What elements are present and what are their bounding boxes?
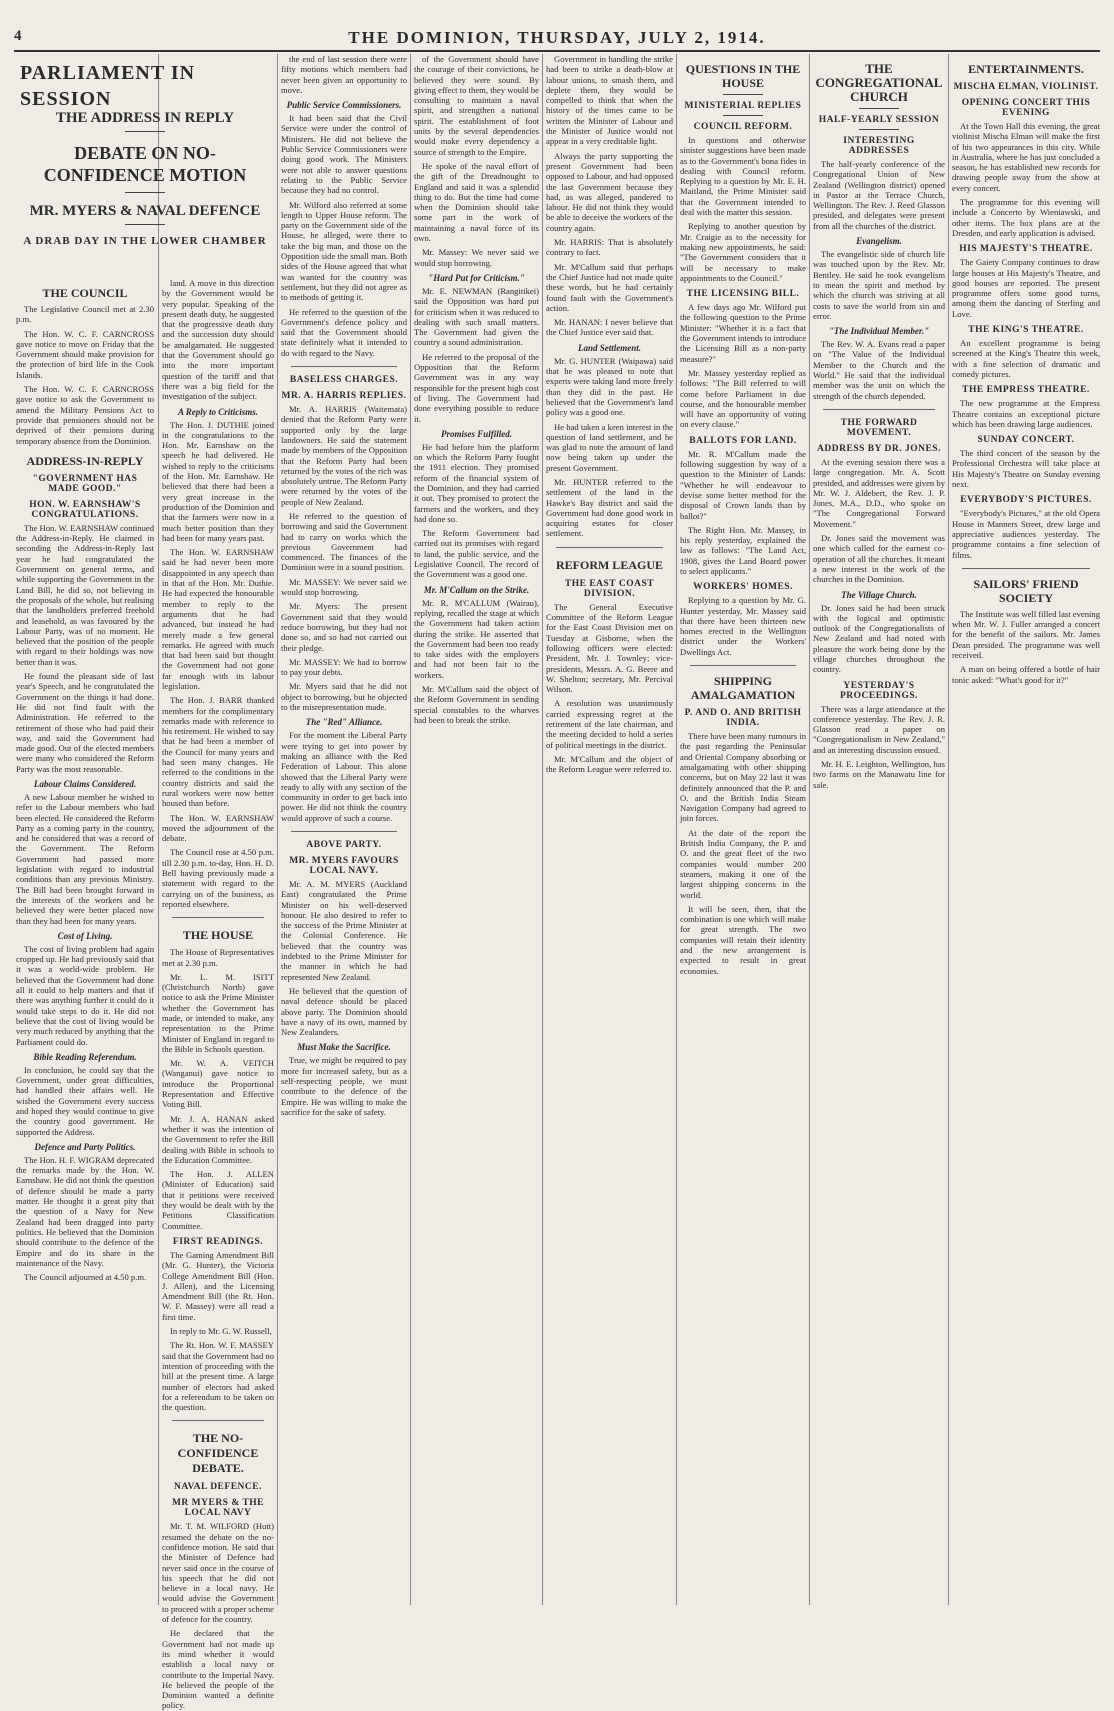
divider [291,366,397,367]
page-number: 4 [14,28,22,44]
paragraph: It had been said that the Civil Service were under the control of Ministers. He did not believe the Public Service Commissioners were doing good work. The Ministers were not able to answer questions relating to the Public Service because they had no control. [281,113,407,196]
section-subhead: Labour Claims Considered. [33,778,137,789]
paragraph: The Reform Government had carried out its promises with regard to land, the public service, and the Legislative Council. The record of the Government was a good one. [414,528,539,580]
address-in-reply-heading: ADDRESS-IN-REPLY [26,453,144,468]
paragraph: The Hon. W. EARNSHAW continued the Address-in-Reply. He claimed in seconding the Address-in-Reply last year he had congratulated the Government on general terms, and while supporting the Government in the Land Bill, he did so, not believing in the proposals of the whole, but realising that the landholders preferred freehold and leasehold, as was favoured by the Labour Party, was of no moment. He believed that the position of the people with regard to their holdings was now better than it was. [16,522,154,667]
paragraph: In reply to Mr. G. W. Russell, [170,1326,272,1337]
section-subhead: THE EMPRESS THEATRE. [962,385,1090,396]
paragraph: For the moment the Liberal Party were trying to get into power by making an alliance with the Red Federation of Labour. This alone showed that the Liberal Party were ready to ally with any section of the community in order to get back into power. He did not think the country would approve of such a course. [281,730,407,823]
section-subhead: A Reply to Criticisms. [177,406,258,417]
divider [172,1420,264,1421]
paragraph: Mr. Massey: We never said we would stop borrowing. [414,247,539,268]
paragraph: The Legislative Council met at 2.30 p.m. [16,304,154,325]
section-subhead: THE KING'S THEATRE. [968,325,1084,336]
paragraph: Mr. H. E. Leighton, Wellington, has two farms on the Manawatu line for sale. [813,759,945,790]
paragraph: He had taken a keen interest in the question of land settlement, and he was glad to note the amount of land now being taken up under the present Government. [546,421,673,473]
headline: PARLIAMENT IN SESSION [20,62,196,110]
paragraph: Mr. A. HARRIS (Waitemata) denied that the Reform Party were supported only by the large landowners. He said the statement made by members of the Opposition that the Reform Party had been returned by the votes of the rich was absolutely untrue. The Reform Party were returned by the votes of the people of New Zealand. [281,404,407,507]
section-subhead: HALF-YEARLY SESSION [818,115,940,125]
paragraph: True, we might be required to pay more for increased safety, but as a self-respecting people, we must contribute to the defence of the Empire. He was willing to make the sacrifice for the sake of safety. [281,1055,407,1117]
section-subhead: Land Settlement. [578,342,641,353]
paragraph: He referred to the question of borrowing and said the Government had to carry on works which the previous Government had commenced. The finances of the Dominion were in a sound position. [281,510,407,573]
section-subhead: INTERESTING ADDRESSES [843,136,915,156]
section-subhead: The "Red" Alliance. [305,717,383,728]
no-confidence-heading: THE NO-CONFIDENCE DEBATE. [177,1431,259,1476]
section-subhead: Mr. M'Callum on the Strike. [423,584,530,595]
congregational-heading: THE CONGREGATIONAL CHURCH [815,61,943,104]
paragraph: The Hon. J. BARR thanked members for the complimentary remarks made with reference to his retirement. He wished to say that he had been a member of the Council for many years and had seen many changes. He referred to the conditions in the country districts and said the rural workers were now better housed than before. [162,695,274,809]
paragraph: A few days ago Mr. Wilford put the following question to the Prime Minister: "Whether it is a fact that the Government intends to introduce the Licensing Bill as a non-party measure?" [680,302,807,364]
paragraph: Mr. T. M. WILFORD (Hutt) resumed the debate on the no-confidence motion. He said that the Minister of Defence had never said once in the course of his speech that he did not believe in a local navy. He would advise the Government to proceed with a proper scheme of defence for the country. [162,1521,274,1625]
column-rule [277,54,278,1605]
reform-league-heading: REFORM LEAGUE [555,557,663,572]
paragraph: A resolution was unanimously carried expressing regret at the retirement of the late chairman, and the meeting decided to hold a series of political meetings in the district. [546,698,673,750]
paragraph: The Gaming Amendment Bill (Mr. G. Hunter), the Victoria College Amendment Bill (Hon. J. Allen), and the Licensing Amendment Bill (the Rt. Hon. W. F. Massey) were all read a first time. [162,1249,274,1322]
paragraph: In conclusion, he could say that the Government, under great difficulties, had handled their affairs well. He wished the Government every success and hoped they would continue to give the country good government. He supported the Address. [16,1064,154,1137]
section-subhead: SUNDAY CONCERT. [977,435,1075,446]
paragraph: Mr. M'Callum and the object of the Reform League were referred to. [546,753,673,775]
sailors-friend-heading: SAILORS' FRIEND SOCIETY [973,576,1079,605]
paragraph: "Everybody's Pictures," at the old Opera House in Manners Street, drew large and appreciative audiences yesterday. The programme contains a fine selection of films. [952,508,1100,560]
paragraph: the end of last session there were fifty motions which members had never been given an opportunity to move. [281,54,407,95]
paragraph: He referred to the question of the Government's defence policy and said that the Government should state definitely what it intended to do with regard to the Navy. [281,306,407,358]
paragraph: A new Labour member he wished to refer to the Labour members who had been elected. He considered the Reform Party as a coming party in the country, and he considered that was a record of the Government. The Reform Government had passed more legislation with regard to industrial conditions than any previous Ministry. The Bill had been brought forward in the interests of the workers and he believed they were better placed now than they had been for many years. [16,791,154,926]
column-3 [281,54,407,1607]
column-6 [680,54,806,1607]
paragraph: Dr. Jones said the movement was one which called for the earnest co-operation of all the churches. It meant a new interest in the work of the churches in the Dominion. [813,533,945,585]
paragraph: It will be seen, then, that the combination is one which will make for great strength. The two companies will retain their identity and the new arrangement is expected to result in great economies. [680,903,806,976]
paragraph: In questions and otherwise sinister suggestions have been made as to the Government's bona fides in dealing with Council reform. Replying to a question by Mr. E. H. Maitland, the Prime Minister said that the Government intended to deal with the matter this session. [680,135,806,218]
paragraph: Replying to another question by Mr. Craigie as to the necessity for making new appointments, he said: "The Government considers that it will be necessary to make appointments to the Council." [680,221,806,283]
column-1-body [16,278,154,1607]
paragraph: The third concert of the season by the Professional Orchestra will take place at His Majesty's Theatre on Sunday evening next. [952,448,1100,490]
paragraph: Mr. HARRIS: That is absolutely contrary to fact. [546,237,673,258]
house-heading: THE HOUSE [182,928,254,943]
section-subhead: HIS MAJESTY'S THEATRE. [959,244,1093,255]
paragraph: Mr. Myers said that he did not object to borrowing, but he objected to the misrepresentation made. [281,681,407,713]
paragraph: Mr. R. M'Callum made the following suggestion by way of a question to the Minister of Lands: "Whether he will endeavour to devise some better method for the disposal of Crown lands than by ballot?" [680,448,806,521]
headline-decks [16,100,274,261]
section-subhead: Bible Reading Referendum. [33,1051,137,1062]
paragraph: Mr. Wilford also referred at some length to Upper House reform. The party on the Government side of the House, he alleged, were there to take the big man, and those on the Opposition side the small man. Both sides of the House agreed that what was wanted for the country was settlement, but they did not agree as to methods of getting it. [281,199,407,303]
deck-no-confidence: DEBATE ON NO-CONFIDENCE MOTION [43,143,247,185]
divider [125,131,165,132]
section-subhead: Must Make the Sacrifice. [297,1042,391,1053]
divider [291,831,397,832]
paragraph: He declared that the Government had not made up its mind whether it would establish a local navy or contribute to the Imperial Navy. He believed the people of the Dominion wanted a definite policy. [162,1628,274,1711]
column-2 [162,278,274,1711]
column-rule [158,54,159,1605]
paragraph: The Hon. H. F. WIGRAM deprecated the remarks made by the Hon. W. Earnshaw. He did not think the question of defence should be made a party matter. He thought it a great pity that the question of a Navy for New Zealand had been dragged into party politics. He believed that the Dominion should contribute to the defence of the Empire and do its share in the maintenance of the Navy. [16,1154,154,1268]
section-subhead: FIRST READINGS. [172,1236,264,1247]
section-subhead: THE LICENSING BILL. [686,289,800,300]
column-rule [948,54,949,1605]
section-subhead: "The Individual Member." [828,326,930,337]
paragraph: The Hon. W. EARNSHAW said he had never been more disappointed in any speech than in that of the Hon. Mr. Duthie. He had expected the honourable member to reply to the arguments that he had advanced, but instead he had merely made a few general remarks. He agreed with much that had been said but thought the Government had not gone far enough with its labour legislation. [162,547,274,691]
section-subhead: MR MYERS & THE LOCAL NAVY [171,1498,265,1519]
paragraph: He spoke of the naval effort of the gift of the Dreadnought to England and said it was a splendid thing to do. But the time had come when the Dominion should take some part in the work of maintaining a naval force of its own. [414,160,539,244]
paragraph: Mr. G. HUNTER (Waipawa) said that he was pleased to note that experts were taking land more freely than they did in the past. He believed that the Government's land policy was a good one. [546,355,673,418]
paragraph: An excellent programme is being screened at the King's Theatre this week, with a fine selection of dramatic and comedy pictures. [952,338,1100,379]
shipping-heading: SHIPPING AMALGAMATION [690,674,796,703]
divider [556,547,663,548]
paragraph: Always the party supporting the present Government had been opposed to Labour, and had opposed the last Government because they had, as was alleged, pandered to labour. He did not think they would be able to deceive the workers of the country again. [546,150,673,233]
paragraph: Mr. J. A. HANAN asked whether it was the intention of the Government to refer the Bill dealing with Bible in schools to the Education Committee. [162,1113,274,1165]
entertainments-heading: ENTERTAINMENTS. [968,62,1084,76]
column-5 [546,54,673,1607]
section-subhead: ADDRESS BY DR. JONES. [817,443,941,454]
paragraph: Mr. R. M'CALLUM (Wairau), replying, recalled the stage at which the Government had taken action during the strike. He asserted that the Government had been too ready to take sides with the employers and had not been fair to the workers. [414,597,539,680]
column-8 [952,54,1100,1607]
section-subhead: EVERYBODY'S PICTURES. [960,495,1092,506]
paragraph: land. A move in this direction by the Government would be very popular. Speaking of the present death duty, he suggested that the progressive death duty and the succession duty should be amalgamated. He suggested that the Government should go into the more important question of the tariff and that there was a big field for the investigation of the subject. [162,278,274,402]
section-subhead: THE EAST COAST DIVISION. [564,578,655,599]
paragraph: Government in handling the strike had been to strike a death-blow at labour unions, to smash them, and deplete them, they would be compelled to think that when the history of the times came to be written the Minister of Labour and the Minister of Justice would not appear in a very creditable light. [546,54,673,147]
paragraph: At the evening session there was a large congregation. Mr. A. Scott presided, and addresses were given by Mr. W. J. Aldebert, the Rev. J. P. Jones, M.A., D.D., who spoke on "The Congregational Forward Movement." [813,456,945,529]
section-subhead: P. AND O. AND BRITISH INDIA. [684,708,802,729]
paragraph: He had before him the platform on which the Reform Party fought the 1911 election. They promised reform of the financial system of the Dominion, and they had carried it out. They promised to protect the farmers and the workers, and they had done so. [414,441,539,524]
paragraph: Replying to a question by Mr. G. Hunter yesterday, Mr. Massey said that there have been thirteen new homes erected in the Wellington district under the Workers' Dwellings Act. [680,595,806,657]
section-subhead: YESTERDAY'S PROCEEDINGS. [839,680,919,701]
paragraph: Mr. A. M. MYERS (Auckland East) congratulated the Prime Minister on his well-deserved honour. He also desired to refer to the success of the Prime Minister at the Colonial Conference. He believed that the country was indebted to the Prime Minister for the manner in which he had represented New Zealand. [281,879,407,982]
column-7 [813,54,945,1607]
above-party-heading: ABOVE PARTY. [306,840,382,850]
section-subhead: MR. MYERS FAVOURS LOCAL NAVY. [289,856,399,876]
paragraph: He believed that the question of naval defence should be placed above party. The Dominion should have a navy of its own, manned by New Zealanders. [281,985,407,1038]
section-subhead: The Village Church. [841,589,917,600]
section-subhead: HON. W. EARNSHAW'S CONGRATULATIONS. [29,499,141,520]
paragraph: The Rev. W. A. Evans read a paper on "The Value of the Individual Member to the Church and the World." He said that the individual member was the unit on which the strength of the church depended. [813,339,945,401]
paragraph: Mr. E. NEWMAN (Rangitikei) said the Opposition was hard put for criticism when it was reduced to dealing with such small matters. The Government had given the country a sound administration. [414,285,539,348]
divider [690,665,796,666]
section-subhead: "Hard Put for Criticism." [428,272,525,283]
paragraph: The Gaiety Company continues to draw large houses at His Majesty's Theatre, and good houses are reported. The present programme offers some good turns, among them the dancing of Sterling and Love. [952,257,1100,319]
paragraph: A man on being offered a bottle of hair tonic asked: "What's good for it?" [952,664,1100,685]
paragraph: The new programme at the Empress Theatre contains an exceptional picture which has been drawing large audiences. [952,398,1100,429]
section-subhead: "GOVERNMENT HAS MADE GOOD." [32,473,138,494]
section-subhead: MR. A. HARRIS REPLIES. [281,391,407,402]
section-subhead: OPENING CONCERT THIS EVENING [961,98,1091,118]
section-subhead: Defence and Party Politics. [34,1141,136,1152]
paragraph: The cost of living problem had again cropped up. He had previously said that it was a world-wide problem. He believed that the Government had done all it could to help matters and that if there was anything further it could do it would take steps to do it. He did not believe that the cost of living would be very much reduced by anything that the Parliament could do. [16,943,154,1047]
paragraph: The Hon. W. C. F. CARNCROSS gave notice to move on Friday that the Government should make provision for the protection of bird life in the Cook Islands. [16,328,154,380]
section-subhead: BALLOTS FOR LAND. [689,435,797,446]
divider [823,409,935,410]
column-rule [809,54,810,1605]
paragraph: The Hon. W. EARNSHAW moved the adjournment of the debate. [162,812,274,844]
paragraph: At the Town Hall this evening, the great violinist Mischa Elman will make the first of his two appearances in this city. While in Australia, where he has just concluded a season, he has established new records for drawing people away from the show at every concert. [952,121,1100,193]
council-heading: THE COUNCIL [42,286,128,300]
paragraph: The Hon. W. C. F. CARNCROSS gave notice to ask the Government to amend the Military Pensions Act to provide that pensioners should not be deprived of their pensions during temporary absence from the Dominion. [16,384,154,446]
deck-address-in-reply: THE ADDRESS IN REPLY [55,110,235,126]
paragraph: Mr. W. A. VEITCH (Wanganui) gave notice to introduce the Proportional Representation and Effective Voting Bill. [162,1058,274,1110]
divider [859,108,899,109]
section-subhead: COUNCIL REFORM. [693,122,793,132]
paragraph: The House of Representatives met at 2.30 p.m. [162,947,274,968]
paragraph: At the date of the report the British India Company, the P. and O. and the great fleet of the two companies would number 200 steamers, making it one of the largest shipping concerns in the world. [680,827,806,900]
paragraph: Dr. Jones said he had been struck with the logical and optimistic outlook of the Congregationalists of New Zealand and had noted with pleasure the work being done by the village churches throughout the country. [813,602,945,675]
paragraph: The Hon. J. DUTHIE joined in the congratulations to the Hon. Mr. Earnshaw on the speech he had delivered. He wished to reply to the criticisms of the Hon. Mr. Earnshaw. He believed that there had been a very great increase in the production of the Dominion and that the farmers were now in a much better position than they had been for many years past. [162,419,274,543]
paragraph: Mr. Myers: The present Government said that they would reduce borrowing, but they had not done so, and so had not carried out their pledge. [281,601,407,653]
column-rule [676,54,677,1605]
paragraph: The General Executive Committee of the Reform League for the East Coast Division met on Tuesday at Gisborne, when the following officers were elected: President, Mr. J. Townley; vice-presidents, Messrs. A. G. Beere and W. Shelton; secretary, Mr. Percival Wilson. [546,601,673,695]
divider [125,192,165,193]
paragraph: There was a large attendance at the conference yesterday. The Rev. J. R. Glasson read a paper on "Congregationalism in New Zealand," and an interesting discussion ensued. [813,703,945,755]
section-subhead: MINISTERIAL REPLIES [684,101,802,111]
divider [723,94,763,95]
divider [859,129,899,130]
column-rule [542,54,543,1605]
paragraph: The Right Hon. Mr. Massey, in his reply yesterday, explained the law as follows: "The Land Act, 1908, gives the Land Board power to select applicants." [680,524,806,576]
section-subhead: Evangelism. [856,236,902,247]
paragraph: He found the pleasant side of last year's Speech, and he congratulated the Government on the things it had done. He did not find fault with the Administration. He referred to the retirement of those who had paid their way, and said the Government had made good. Out of the elected members were many who considered the Reform Party was the most reasonable. [16,671,154,774]
deck-drab-day: A DRAB DAY IN THE LOWER CHAMBER [23,235,267,247]
divider [962,568,1090,569]
paragraph: of the Government should have the courage of their convictions, he believed they were sound. By giving effect to them, they would be consulting to maintain a naval spirit, and strengthen a national spirit. The establishment of foot units by the several dependencies would make every dependency a source of strength to the Empire. [414,54,539,157]
section-subhead: THE FORWARD MOVEMENT. [840,417,918,438]
section-subhead: MISCHA ELMAN, VIOLINIST. [953,82,1099,92]
paragraph: Mr. Massey yesterday replied as follows: "The Bill referred to will come before Parliament in due course, and the honourable member will have an opportunity of voting on every clause." [680,367,806,430]
paragraph: Mr. MASSEY: We never said we would stop borrowing. [281,576,407,598]
divider [125,224,165,225]
paragraph: Mr. M'Callum said the object of the Reform Government in sending special constables to the wharves had been to break the strike. [414,684,539,725]
baseless-charges-heading: BASELESS CHARGES. [289,375,399,386]
paragraph: The Hon. J. ALLEN (Minister of Education) said that it petitions were received they would be dealt with by the Petitions Classification Committee. [162,1169,274,1231]
divider [172,917,264,918]
paragraph: He referred to the proposal of the Opposition that the Reform Government was in any way responsible for the present high cost of living. The Government had done everything possible to reduce it. [414,351,539,424]
masthead [14,28,1100,52]
paragraph: The evangelistic side of church life was touched upon by the Rev. Mr. Bentley. He said he took evangelism to mean the spirit and method by which the church was striving at all costs to save the world from sin and error. [813,249,945,321]
section-subhead: Cost of Living. [57,930,113,941]
masthead-title: THE DOMINION, THURSDAY, JULY 2, 1914. [348,28,766,47]
paragraph: The Council adjourned at 4.50 p.m. [24,1272,147,1283]
paragraph: There have been many rumours in the past regarding the Peninsular and Oriental Company absorbing or amalgamating with other shipping concerns, but on May 22 last it was definitely announced that the P. and O. and the British India Steam Navigation Company had agreed to join forces. [680,731,806,824]
deck-myers-naval: MR. MYERS & NAVAL DEFENCE [29,203,261,219]
section-subhead: Public Service Commissioners. [286,100,402,111]
section-subhead: Promises Fulfilled. [440,428,512,439]
paragraph: Mr. L. M. ISITT (Christchurch North) gave notice to ask the Prime Minister whether the Government has made, or intended to make, any representation to the Prime Minister of England in regard to the Bible in Schools question. [162,971,274,1054]
paragraph: The half-yearly conference of the Congregational Union of New Zealand (Wellington district) opened in Pastor at the Terrace Church, Wellington. The Rev. J. Reed Glasson presided, and delegates were present from all the churches of the district. [813,159,945,231]
column-4 [414,54,539,1607]
paragraph: Mr. MASSEY: We had to borrow to pay your debts. [281,656,407,678]
section-subhead: NAVAL DEFENCE. [174,1482,262,1493]
questions-heading: QUESTIONS IN THE HOUSE [685,62,801,90]
paragraph: The Rt. Hon. W. F. MASSEY said that the Government had no intention of proceeding with the bill at the present time. A large number of electors had asked for a referendum to be taken on the question. [162,1340,274,1413]
paragraph: The programme for this evening will include a Concerto by Wieniawski, and other items. The box plans are at the Dresden, and early application is advised. [952,197,1100,238]
divider [723,115,763,116]
paragraph: Mr. HANAN: I never believe that the Chief Justice ever said that. [546,317,673,338]
paragraph: The Council rose at 4.50 p.m. till 2.30 p.m. to-day, Hon. H. D. Bell having previously made a statement with regard to the carrying on of the business, as reported elsewhere. [162,847,274,909]
column-rule [410,54,411,1605]
paragraph: The Institute was well filled last evening when Mr. W. J. Fuller arranged a concert for the benefit of the sailors. Mr. James Dean presided. The programme was well received. [952,608,1100,660]
paragraph: Mr. M'Callum said that perhaps the Chief Justice had not made quite these words, but he had certainly found fault with the Government's action. [546,261,673,313]
section-subhead: WORKERS' HOMES. [693,582,793,593]
paragraph: Mr. HUNTER referred to the settlement of the land in the Hawke's Bay district and said the Government had done good work in acquiring estates for closer settlement. [546,476,673,539]
